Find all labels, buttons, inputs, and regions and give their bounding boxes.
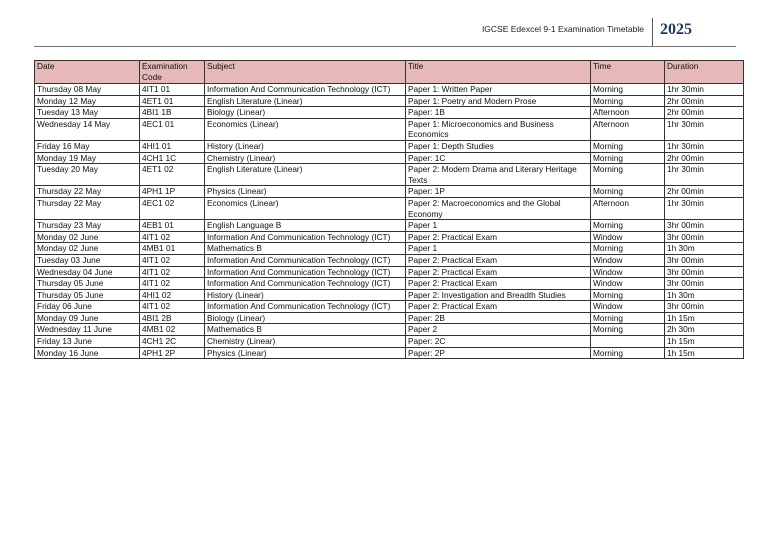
cell-date: Wednesday 04 June <box>35 266 140 278</box>
cell-subject: Chemistry (Linear) <box>205 152 406 164</box>
cell-code: 4IT1 02 <box>140 278 205 290</box>
cell-subject: History (Linear) <box>205 289 406 301</box>
cell-time: Window <box>591 266 665 278</box>
cell-date: Monday 02 June <box>35 243 140 255</box>
cell-title: Paper 1: Microeconomics and Business Economics <box>406 118 591 140</box>
cell-time: Window <box>591 278 665 290</box>
cell-time: Morning <box>591 220 665 232</box>
cell-date: Monday 12 May <box>35 95 140 107</box>
cell-time: Window <box>591 231 665 243</box>
cell-title: Paper: 2C <box>406 336 591 348</box>
cell-title: Paper: 1C <box>406 152 591 164</box>
cell-duration: 1hr 30min <box>665 197 744 219</box>
cell-date: Friday 16 May <box>35 140 140 152</box>
cell-date: Tuesday 13 May <box>35 107 140 119</box>
cell-title: Paper 2: Investigation and Breadth Studies <box>406 289 591 301</box>
cell-duration: 2h 30m <box>665 324 744 336</box>
cell-subject: Information And Communication Technology (ICT) <box>205 254 406 266</box>
cell-date: Tuesday 20 May <box>35 164 140 186</box>
cell-time: Morning <box>591 347 665 359</box>
cell-date: Monday 09 June <box>35 312 140 324</box>
cell-time: Morning <box>591 186 665 198</box>
table-row <box>35 95 744 107</box>
cell-subject: Biology (Linear) <box>205 312 406 324</box>
table-row <box>35 266 744 278</box>
cell-time: Morning <box>591 140 665 152</box>
cell-date: Thursday 05 June <box>35 278 140 290</box>
cell-time: Morning <box>591 312 665 324</box>
cell-duration: 1h 15m <box>665 336 744 348</box>
cell-date: Thursday 22 May <box>35 197 140 219</box>
cell-title: Paper 2: Practical Exam <box>406 278 591 290</box>
cell-code: 4IT1 01 <box>140 84 205 96</box>
table-row <box>35 220 744 232</box>
cell-code: 4EB1 01 <box>140 220 205 232</box>
cell-title: Paper 2: Modern Drama and Literary Heritage Texts <box>406 164 591 186</box>
column-header-title: Title <box>406 61 591 84</box>
cell-duration: 2hr 00min <box>665 152 744 164</box>
cell-date: Thursday 05 June <box>35 289 140 301</box>
table-row <box>35 152 744 164</box>
cell-duration: 1h 30m <box>665 289 744 301</box>
cell-code: 4MB1 02 <box>140 324 205 336</box>
cell-duration: 2hr 00min <box>665 186 744 198</box>
column-header-date: Date <box>35 61 140 84</box>
cell-duration: 1h 15m <box>665 312 744 324</box>
cell-title: Paper: 1B <box>406 107 591 119</box>
cell-duration: 1hr 30min <box>665 118 744 140</box>
table-row <box>35 84 744 96</box>
column-header-duration: Duration <box>665 61 744 84</box>
page-header <box>34 18 736 47</box>
cell-title: Paper: 1P <box>406 186 591 198</box>
cell-time: Afternoon <box>591 197 665 219</box>
cell-subject: History (Linear) <box>205 140 406 152</box>
cell-date: Tuesday 03 June <box>35 254 140 266</box>
cell-time: Morning <box>591 289 665 301</box>
cell-code: 4MB1 01 <box>140 243 205 255</box>
cell-title: Paper 2: Practical Exam <box>406 301 591 313</box>
cell-title: Paper 1: Depth Studies <box>406 140 591 152</box>
cell-subject: Economics (Linear) <box>205 197 406 219</box>
cell-code: 4HI1 01 <box>140 140 205 152</box>
cell-code: 4EC1 01 <box>140 118 205 140</box>
cell-time: Morning <box>591 95 665 107</box>
cell-duration: 1h 15m <box>665 347 744 359</box>
cell-code: 4EC1 02 <box>140 197 205 219</box>
table-row <box>35 140 744 152</box>
table-row <box>35 231 744 243</box>
cell-code: 4CH1 2C <box>140 336 205 348</box>
cell-duration: 2hr 00min <box>665 107 744 119</box>
cell-duration: 3hr 00min <box>665 231 744 243</box>
cell-subject: Information And Communication Technology (ICT) <box>205 84 406 96</box>
cell-time: Morning <box>591 243 665 255</box>
cell-date: Monday 16 June <box>35 347 140 359</box>
header-year: 2025 <box>660 21 692 38</box>
cell-title: Paper 2: Practical Exam <box>406 266 591 278</box>
cell-date: Thursday 23 May <box>35 220 140 232</box>
cell-title: Paper 1 <box>406 243 591 255</box>
column-header-subject: Subject <box>205 61 406 84</box>
cell-code: 4IT1 02 <box>140 254 205 266</box>
cell-subject: English Language B <box>205 220 406 232</box>
table-row <box>35 278 744 290</box>
cell-time: Morning <box>591 324 665 336</box>
cell-date: Wednesday 11 June <box>35 324 140 336</box>
cell-date: Friday 13 June <box>35 336 140 348</box>
cell-title: Paper 1: Written Paper <box>406 84 591 96</box>
cell-title: Paper 2: Macroeconomics and the Global Economy <box>406 197 591 219</box>
cell-subject: Information And Communication Technology (ICT) <box>205 278 406 290</box>
timetable <box>34 60 744 359</box>
cell-title: Paper: 2P <box>406 347 591 359</box>
cell-code: 4IT1 02 <box>140 266 205 278</box>
cell-subject: Physics (Linear) <box>205 347 406 359</box>
cell-subject: Mathematics B <box>205 243 406 255</box>
cell-duration: 3hr 00min <box>665 220 744 232</box>
cell-code: 4CH1 1C <box>140 152 205 164</box>
cell-subject: English Literature (Linear) <box>205 95 406 107</box>
cell-title: Paper: 2B <box>406 312 591 324</box>
cell-code: 4PH1 2P <box>140 347 205 359</box>
cell-subject: Economics (Linear) <box>205 118 406 140</box>
cell-code: 4IT1 02 <box>140 301 205 313</box>
cell-time <box>591 336 665 348</box>
cell-time: Morning <box>591 152 665 164</box>
table-row <box>35 197 744 219</box>
table-row <box>35 289 744 301</box>
cell-subject: Chemistry (Linear) <box>205 336 406 348</box>
cell-date: Friday 06 June <box>35 301 140 313</box>
cell-subject: Biology (Linear) <box>205 107 406 119</box>
header-title: IGCSE Edexcel 9-1 Examination Timetable <box>481 24 644 34</box>
table-row <box>35 347 744 359</box>
cell-subject: English Literature (Linear) <box>205 164 406 186</box>
cell-title: Paper 1: Poetry and Modern Prose <box>406 95 591 107</box>
table-row <box>35 243 744 255</box>
cell-duration: 3hr 00min <box>665 301 744 313</box>
cell-time: Window <box>591 301 665 313</box>
cell-time: Afternoon <box>591 107 665 119</box>
cell-date: Thursday 08 May <box>35 84 140 96</box>
header-divider <box>652 18 653 46</box>
cell-date: Monday 02 June <box>35 231 140 243</box>
table-row <box>35 312 744 324</box>
cell-date: Wednesday 14 May <box>35 118 140 140</box>
cell-code: 4PH1 1P <box>140 186 205 198</box>
cell-subject: Physics (Linear) <box>205 186 406 198</box>
cell-duration: 3hr 00min <box>665 278 744 290</box>
cell-duration: 1hr 30min <box>665 84 744 96</box>
cell-time: Afternoon <box>591 118 665 140</box>
cell-time: Morning <box>591 84 665 96</box>
table-row <box>35 186 744 198</box>
table-row <box>35 336 744 348</box>
cell-title: Paper 2 <box>406 324 591 336</box>
cell-time: Window <box>591 254 665 266</box>
cell-subject: Information And Communication Technology (ICT) <box>205 266 406 278</box>
cell-subject: Information And Communication Technology (ICT) <box>205 301 406 313</box>
cell-title: Paper 2: Practical Exam <box>406 231 591 243</box>
cell-duration: 1hr 30min <box>665 140 744 152</box>
cell-duration: 3hr 00min <box>665 254 744 266</box>
cell-code: 4BI1 2B <box>140 312 205 324</box>
cell-subject: Information And Communication Technology (ICT) <box>205 231 406 243</box>
cell-title: Paper 2: Practical Exam <box>406 254 591 266</box>
cell-duration: 1h 30m <box>665 243 744 255</box>
cell-code: 4IT1 02 <box>140 231 205 243</box>
table-row <box>35 324 744 336</box>
cell-code: 4ET1 01 <box>140 95 205 107</box>
cell-duration: 3hr 00min <box>665 266 744 278</box>
cell-title: Paper 1 <box>406 220 591 232</box>
cell-duration: 1hr 30min <box>665 164 744 186</box>
table-row <box>35 118 744 140</box>
table-header-row <box>35 61 744 84</box>
cell-code: 4HI1 02 <box>140 289 205 301</box>
cell-code: 4ET1 02 <box>140 164 205 186</box>
table-row <box>35 301 744 313</box>
table-row <box>35 164 744 186</box>
table-row <box>35 254 744 266</box>
cell-duration: 2hr 00min <box>665 95 744 107</box>
cell-code: 4BI1 1B <box>140 107 205 119</box>
cell-subject: Mathematics B <box>205 324 406 336</box>
column-header-code: Examination Code <box>140 61 205 84</box>
cell-date: Monday 19 May <box>35 152 140 164</box>
cell-time: Morning <box>591 164 665 186</box>
column-header-time: Time <box>591 61 665 84</box>
table-row <box>35 107 744 119</box>
cell-date: Thursday 22 May <box>35 186 140 198</box>
